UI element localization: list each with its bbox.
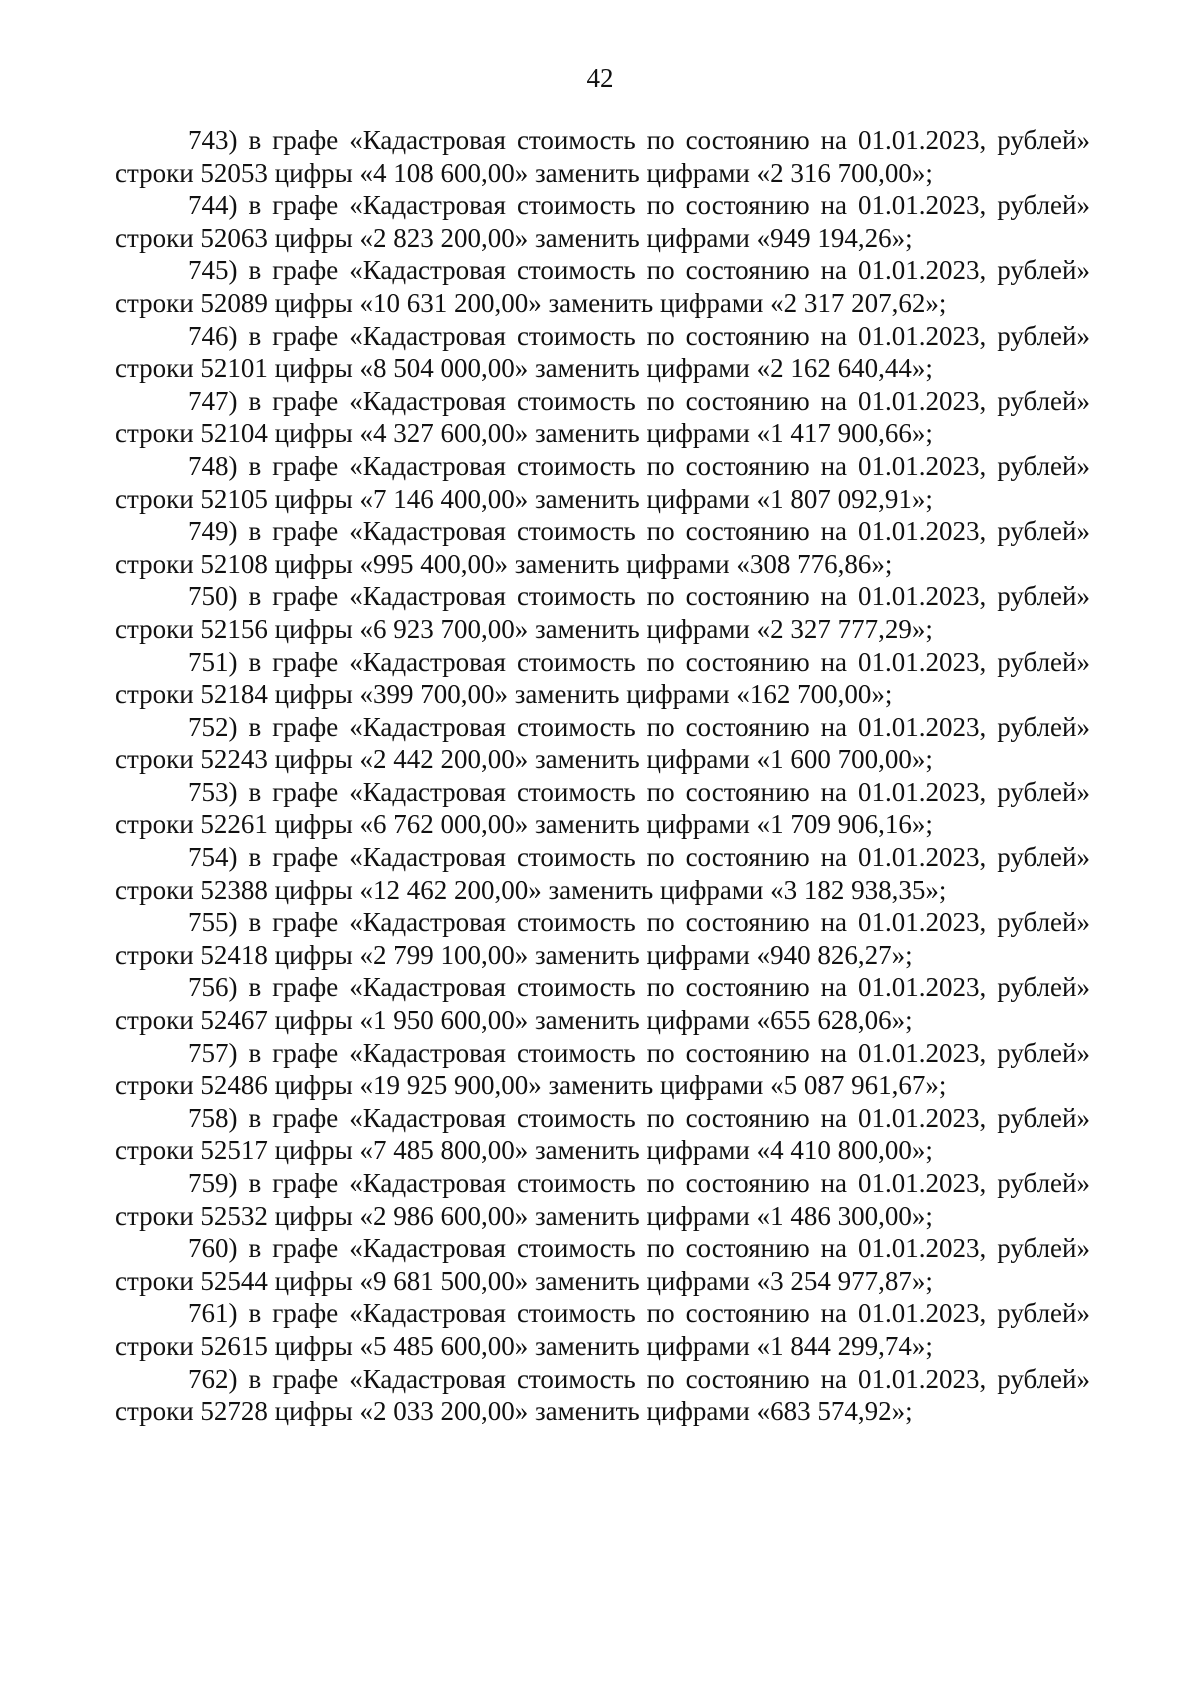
amendment-item: 762) в графе «Кадастровая стоимость по состоянию на 01.01.2023, рублей» строки 52728 цифры «2 033 200,00» заменить цифрами «683 574,92»; [115,1363,1090,1427]
amendment-item: 748) в графе «Кадастровая стоимость по состоянию на 01.01.2023, рублей» строки 52105 цифры «7 146 400,00» заменить цифрами «1 807 092,91»; [115,450,1090,514]
amendment-item: 747) в графе «Кадастровая стоимость по состоянию на 01.01.2023, рублей» строки 52104 цифры «4 327 600,00» заменить цифрами «1 417 900,66»; [115,385,1090,449]
amendment-item: 745) в графе «Кадастровая стоимость по состоянию на 01.01.2023, рублей» строки 52089 цифры «10 631 200,00» заменить цифрами «2 317 207,62»; [115,255,1090,318]
amendment-item: 744) в графе «Кадастровая стоимость по состоянию на 01.01.2023, рублей» строки 52063 цифры «2 823 200,00» заменить цифрами «949 194,26»; [115,190,1090,253]
amendment-item: 743) в графе «Кадастровая стоимость по состоянию на 01.01.2023, рублей» строки 52053 цифры «4 108 600,00» заменить цифрами «2 316 700,00»; [115,125,1090,188]
amendment-item: 750) в графе «Кадастровая стоимость по состоянию на 01.01.2023, рублей» строки 52156 цифры «6 923 700,00» заменить цифрами «2 327 777,29»; [115,581,1090,644]
amendment-item: 759) в графе «Кадастровая стоимость по состоянию на 01.01.2023, рублей» строки 52532 цифры «2 986 600,00» заменить цифрами «1 486 300,00»; [115,1168,1090,1231]
amendment-item: 757) в графе «Кадастровая стоимость по состоянию на 01.01.2023, рублей» строки 52486 цифры «19 925 900,00» заменить цифрами «5 087 961,67»; [115,1037,1090,1101]
amendment-item: 761) в графе «Кадастровая стоимость по состоянию на 01.01.2023, рублей» строки 52615 цифры «5 485 600,00» заменить цифрами «1 844 299,74»; [115,1298,1090,1361]
amendment-item: 746) в графе «Кадастровая стоимость по состоянию на 01.01.2023, рублей» строки 52101 цифры «8 504 000,00» заменить цифрами «2 162 640,44»; [115,320,1090,384]
amendment-item: 751) в графе «Кадастровая стоимость по состоянию на 01.01.2023, рублей» строки 52184 цифры «399 700,00» заменить цифрами «162 700,00»; [115,646,1090,710]
amendment-item: 760) в графе «Кадастровая стоимость по состоянию на 01.01.2023, рублей» строки 52544 цифры «9 681 500,00» заменить цифрами «3 254 977,87»; [115,1233,1090,1296]
amendment-item: 754) в графе «Кадастровая стоимость по состоянию на 01.01.2023, рублей» строки 52388 цифры «12 462 200,00» заменить цифрами «3 182 938,35»; [115,842,1090,905]
amendment-item: 758) в графе «Кадастровая стоимость по состоянию на 01.01.2023, рублей» строки 52517 цифры «7 485 800,00» заменить цифрами «4 410 800,00»; [115,1102,1090,1166]
amendment-item: 752) в графе «Кадастровая стоимость по состоянию на 01.01.2023, рублей» строки 52243 цифры «2 442 200,00» заменить цифрами «1 600 700,00»; [115,711,1090,775]
document-body [115,124,1090,1428]
page-number: 42 [586,63,614,93]
amendment-item: 749) в графе «Кадастровая стоимость по состоянию на 01.01.2023, рублей» строки 52108 цифры «995 400,00» заменить цифрами «308 776,86»; [115,516,1090,579]
amendment-item: 753) в графе «Кадастровая стоимость по состоянию на 01.01.2023, рублей» строки 52261 цифры «6 762 000,00» заменить цифрами «1 709 906,16»; [115,776,1090,840]
amendment-item: 756) в графе «Кадастровая стоимость по состоянию на 01.01.2023, рублей» строки 52467 цифры «1 950 600,00» заменить цифрами «655 628,06»; [115,972,1090,1036]
amendment-item: 755) в графе «Кадастровая стоимость по состоянию на 01.01.2023, рублей» строки 52418 цифры «2 799 100,00» заменить цифрами «940 826,27»; [115,907,1090,970]
